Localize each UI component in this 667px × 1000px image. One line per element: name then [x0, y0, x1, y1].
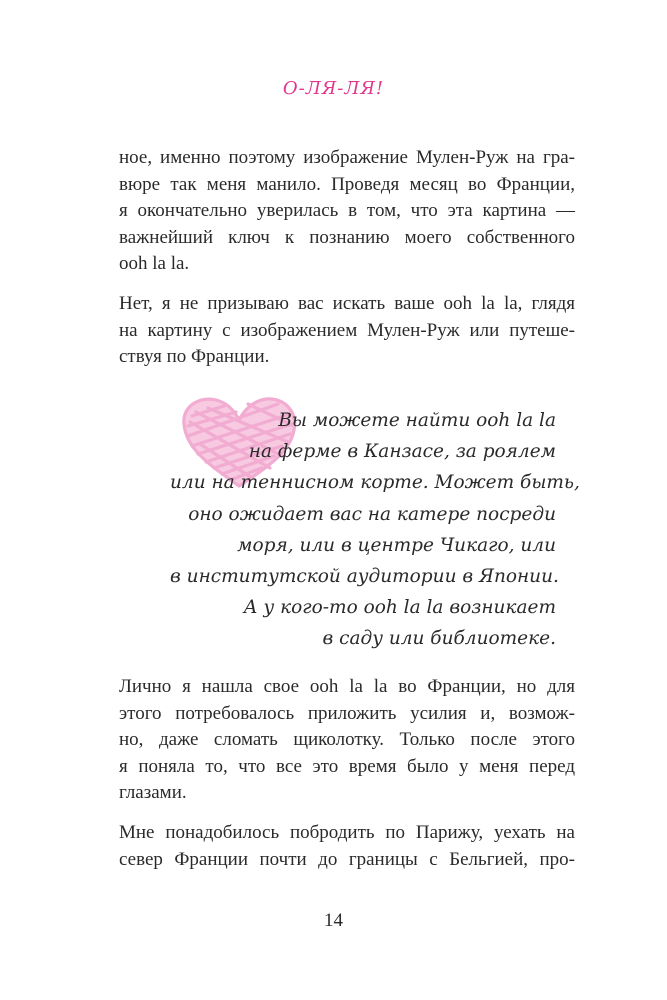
- text-line: Нет, я не призываю вас искать ваше ooh la la, глядя: [119, 293, 575, 314]
- quote-line: или на теннисном корте. Может быть,: [170, 472, 580, 494]
- paragraph-1: [119, 145, 575, 278]
- text-line: этого потребовалось приложить усилия и, возмож-: [119, 702, 575, 724]
- text-line: ствуя по Франции.: [119, 346, 270, 367]
- quote-line: оно ожидает вас на катере посреди: [188, 503, 556, 525]
- quote-line: моря, или в центре Чикаго, или: [237, 534, 556, 556]
- text-line: важнейший ключ к познанию моего собственного: [119, 226, 575, 248]
- paragraph-4: [119, 820, 575, 873]
- text-line: глазами.: [119, 782, 187, 803]
- text-line: вюре так меня манило. Проведя месяц во Франции,: [119, 173, 575, 195]
- quote-line: Вы можете найти ooh la la: [278, 410, 556, 431]
- running-head: О-ЛЯ-ЛЯ!: [282, 78, 385, 99]
- page-number: 14: [324, 910, 343, 931]
- paragraph-3: [119, 674, 575, 807]
- text-line: на картину с изображением Мулен-Руж или путеше-: [119, 319, 575, 341]
- quote-line: А у кого-то ooh la la возникает: [243, 597, 556, 619]
- text-line: Мне понадобилось побродить по Парижу, уехать на: [119, 822, 575, 843]
- paragraph-2: [119, 291, 575, 371]
- quote-line: на ферме в Канзасе, за роялем: [248, 441, 556, 463]
- text-line: Лично я нашла свое ooh la la во Франции, но для: [119, 676, 575, 697]
- quote-line: в саду или библиотеке.: [322, 628, 556, 650]
- text-line: север Франции почти до границы с Бельгией, про-: [119, 848, 575, 870]
- text-line: ooh la la.: [119, 253, 190, 274]
- text-line: но, даже сломать щиколотку. Только после этого: [119, 729, 575, 750]
- text-line: ное, именно поэтому изображение Мулен-Руж на гра-: [119, 147, 575, 168]
- text-line: я окончательно уверилась в том, что эта картина —: [119, 200, 575, 221]
- quote-line: в институтской аудитории в Японии.: [170, 566, 559, 588]
- pull-quote: [170, 405, 580, 655]
- text-line: я поняла то, что все это время было у меня перед: [119, 755, 575, 777]
